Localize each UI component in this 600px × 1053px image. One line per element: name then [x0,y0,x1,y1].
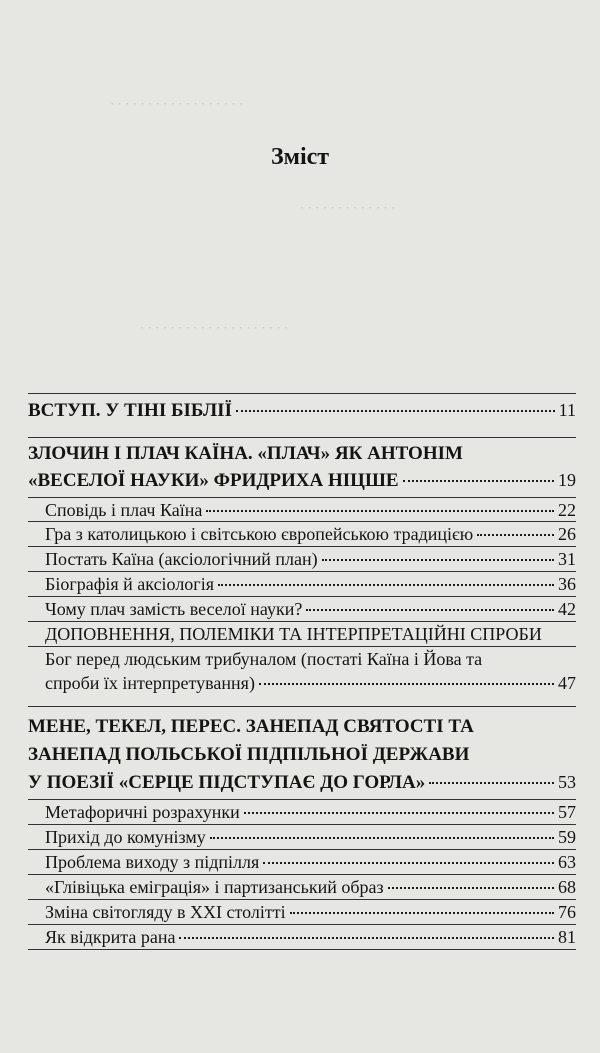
toc-entry-subsection[interactable] [45,549,576,570]
toc-entry-page: 31 [558,549,576,569]
dot-leader [429,782,554,784]
dot-leader [210,837,554,839]
section-divider [28,706,576,707]
toc-entry-line: МЕНЕ, ТЕКЕЛ, ПЕРЕС. ЗАНЕПАД СВЯТОСТІ ТА [28,716,474,737]
toc-entry-line: Бог перед людським трибуналом (постаті Каїна і Йова та [45,649,483,669]
toc-entry-line: ЗЛОЧИН І ПЛАЧ КАЇНА. «ПЛАЧ» ЯК АНТОНІМ [28,443,463,464]
bleed-through-text: · · · · · · · · · · · · · · · · · · [110,96,244,111]
toc-entry-subsection[interactable] [45,927,576,948]
bleed-through-text: · · · · · · · · · · · · · [300,200,396,215]
toc-entry-subsection[interactable] [45,877,576,898]
toc-entry-label: «Глівіцька еміграція» і партизанський образ [45,877,384,897]
toc-entry-page: 42 [558,599,576,619]
dot-leader [263,862,554,864]
toc-entry-mene-tekel-chapter[interactable] [28,772,576,794]
toc-entry-introduction[interactable] [28,400,576,422]
section-divider [28,849,576,850]
toc-entry-label: Постать Каїна (аксіологічний план) [45,549,318,569]
section-divider [28,924,576,925]
section-divider [28,799,576,800]
section-divider [28,596,576,597]
toc-entry-page: 68 [558,877,576,897]
toc-entry-page: 81 [558,927,576,947]
dot-leader [259,683,554,685]
section-divider [28,437,576,438]
toc-entry-subsection[interactable] [45,673,576,694]
toc-entry-label: Як відкрита рана [45,927,176,947]
toc-entry-label: спроби їх інтерпретування) [45,673,255,693]
toc-entry-subsection[interactable] [45,802,576,823]
dot-leader [218,584,554,586]
toc-entry-subsection[interactable] [45,852,576,873]
dot-leader [244,812,554,814]
toc-entry-page: 57 [558,802,576,822]
section-divider [28,949,576,950]
section-divider [28,824,576,825]
dot-leader [477,534,554,536]
dot-leader [290,912,554,914]
toc-entry-page: 26 [558,524,576,544]
section-divider [28,521,576,522]
toc-entry-subsection[interactable] [45,902,576,923]
toc-entry-label: «ВЕСЕЛОЇ НАУКИ» ФРИДРИХА НІЦШЕ [28,470,399,491]
toc-entry-page: 53 [558,772,576,792]
section-divider [28,899,576,900]
bleed-through-text: · · · · · · · · · · · · · · · · · · · · [140,320,289,335]
toc-entry-page: 59 [558,827,576,847]
section-divider [28,546,576,547]
dot-leader [388,887,554,889]
toc-entry-label: Метафоричні розрахунки [45,802,240,822]
dot-leader [179,937,554,939]
toc-entry-page: 47 [558,673,576,693]
dot-leader [236,410,555,412]
dot-leader [403,480,555,482]
toc-entry-subsection[interactable] [45,574,576,595]
toc-entry-page: 36 [558,574,576,594]
toc-entry-page: 22 [558,500,576,520]
toc-entry-label: Біографія й аксіологія [45,574,214,594]
toc-entry-label: Чому плач замість веселої науки? [45,599,303,619]
dot-leader [206,510,554,512]
toc-entry-subsection[interactable] [45,827,576,848]
section-divider [28,874,576,875]
toc-entry-subsection[interactable] [45,524,576,545]
toc-entry-subsection[interactable] [45,599,576,620]
section-divider [28,571,576,572]
toc-entry-page: 19 [558,470,576,490]
toc-entry-addenda[interactable]: ДОПОВНЕННЯ, ПОЛЕМІКИ ТА ІНТЕРПРЕТАЦІЙНІ СПРОБИ [45,624,542,644]
toc-entry-subsection[interactable] [45,500,576,521]
toc-entry-label: Сповідь і плач Каїна [45,500,203,520]
toc-entry-cain-chapter[interactable] [28,470,576,492]
toc-entry-page: 76 [558,902,576,922]
toc-entry-label: ВСТУП. У ТІНІ БІБЛІЇ [28,400,232,421]
section-divider [28,497,576,498]
toc-entry-label: Зміна світогляду в ХХІ столітті [45,902,286,922]
toc-entry-label: Проблема виходу з підпілля [45,852,260,872]
section-divider [28,646,576,647]
toc-entry-label: Прихід до комунізму [45,827,206,847]
toc-entry-label: У ПОЕЗІЇ «СЕРЦЕ ПІДСТУПАЄ ДО ГОРЛА» [28,772,426,793]
toc-entry-page: 63 [558,852,576,872]
section-divider [28,393,576,394]
toc-entry-line: ЗАНЕПАД ПОЛЬСЬКОЇ ПІДПІЛЬНОЇ ДЕРЖАВИ [28,744,470,765]
contents-heading: Зміст [270,144,330,170]
toc-entry-page: 11 [558,400,576,420]
dot-leader [322,559,554,561]
section-divider [28,621,576,622]
toc-entry-label: Гра з католицькою і світською європейською традицією [45,524,474,544]
dot-leader [306,609,554,611]
